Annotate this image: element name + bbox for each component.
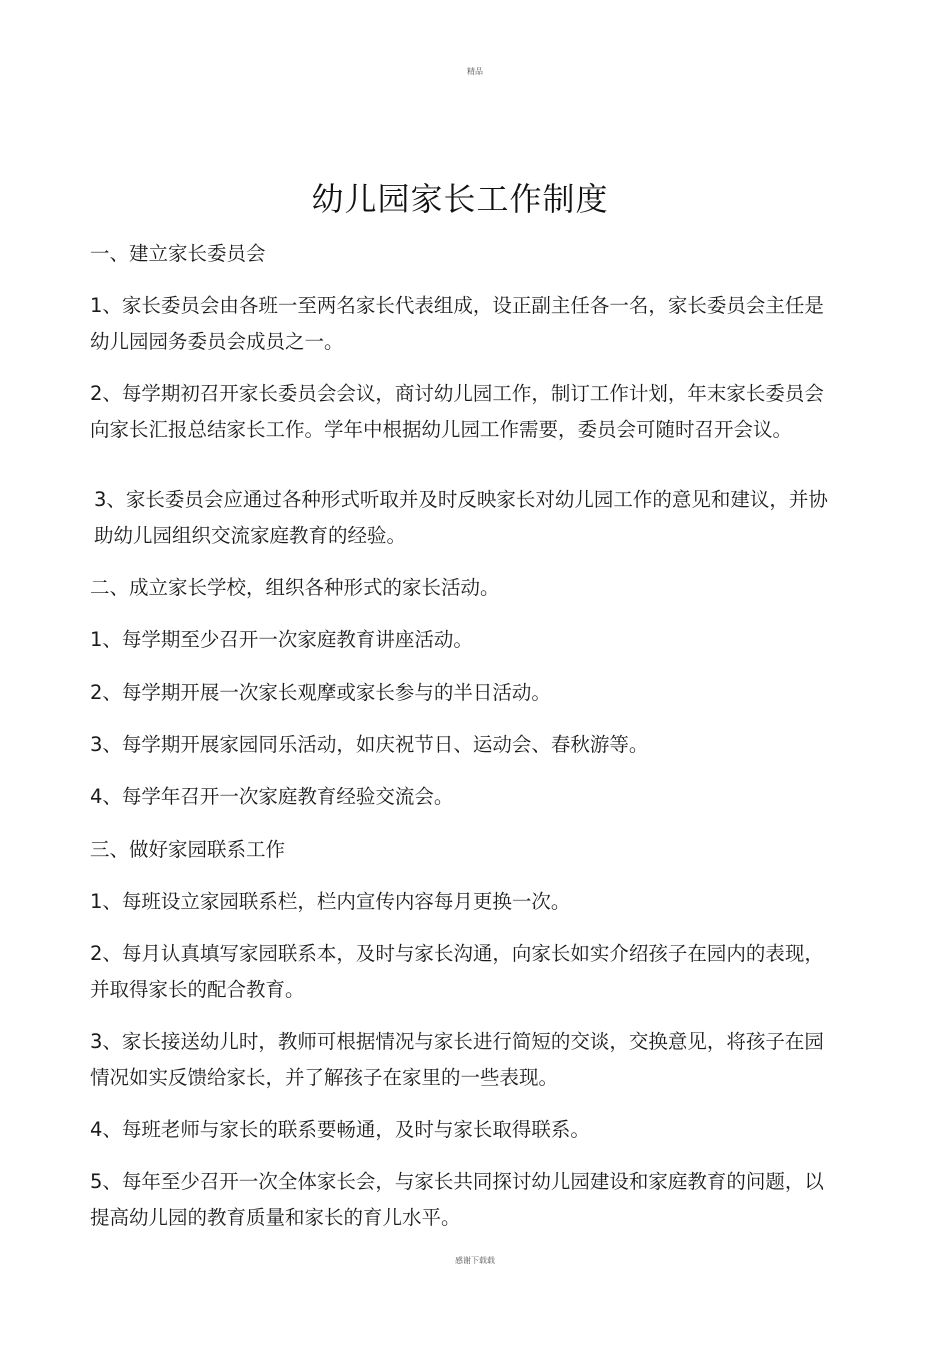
section-3-item-2: 2、每月认真填写家园联系本，及时与家长沟通，向家长如实介绍孩子在园内的表现，并取得家长的配合教育。	[90, 942, 824, 1001]
section-3-item-1: 1、每班设立家园联系栏，栏内宣传内容每月更换一次。	[90, 890, 571, 913]
section-2-heading: 二、成立家长学校，组织各种形式的家长活动。	[90, 576, 500, 599]
section-2-item-4: 4、每学年召开一次家庭教育经验交流会。	[90, 785, 454, 808]
section-2-item-1: 1、每学期至少召开一次家庭教育讲座活动。	[90, 628, 473, 651]
page-title: 幼儿园家长工作制度	[311, 180, 609, 218]
section-1-item-1: 1、家长委员会由各班一至两名家长代表组成，设正副主任各一名，家长委员会主任是幼儿园园务委员会成员之一。	[90, 294, 824, 353]
section-2-item-3: 3、每学期开展家园同乐活动，如庆祝节日、运动会、春秋游等。	[90, 733, 649, 756]
section-3-item-5: 5、每年至少召开一次全体家长会，与家长共同探讨幼儿园建设和家庭教育的问题，以提高幼儿园的教育质量和家长的育儿水平。	[90, 1170, 824, 1229]
footer-note: 感谢下载载	[455, 1256, 495, 1265]
section-1-item-3: 3、家长委员会应通过各种形式听取并及时反映家长对幼儿园工作的意见和建议，并协助幼儿园组织交流家庭教育的经验。	[94, 488, 828, 547]
section-3-item-3: 3、家长接送幼儿时，教师可根据情况与家长进行简短的交谈，交换意见，将孩子在园情况如实反馈给家长，并了解孩子在家里的一些表现。	[90, 1030, 824, 1089]
section-1-heading: 一、建立家长委员会	[90, 242, 266, 265]
section-3-heading: 三、做好家园联系工作	[90, 838, 286, 861]
section-1-item-2: 2、每学期初召开家长委员会会议，商讨幼儿园工作，制订工作计划，年末家长委员会向家长汇报总结家长工作。学年中根据幼儿园工作需要，委员会可随时召开会议。	[90, 382, 824, 441]
header-note: 精品	[467, 67, 483, 76]
section-3-item-4: 4、每班老师与家长的联系要畅通，及时与家长取得联系。	[90, 1118, 590, 1141]
section-2-item-2: 2、每学期开展一次家长观摩或家长参与的半日活动。	[90, 681, 551, 704]
